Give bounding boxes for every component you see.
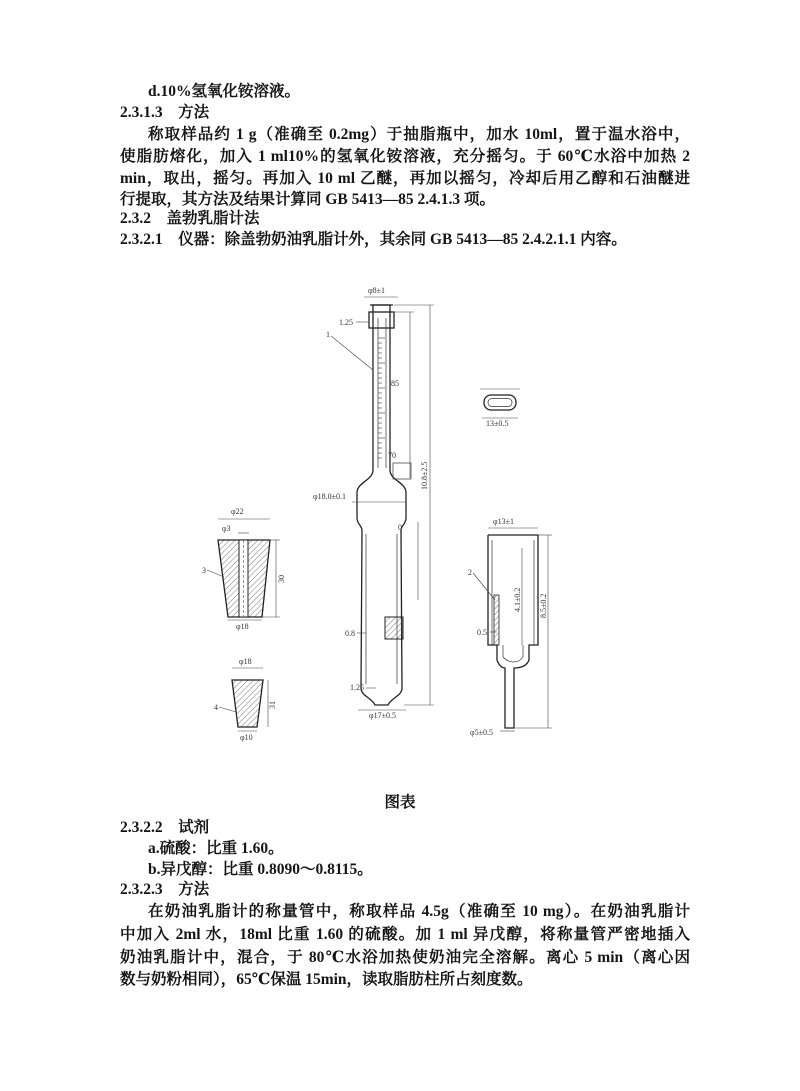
reagent-b-item: b.异戊醇：比重 0.8090～0.8115。 [148, 861, 373, 878]
part-4-label: 4 [214, 703, 218, 712]
stopper-bottom-diameter-label: φ18 [236, 622, 249, 631]
bottom-length-label: 1.25 [350, 683, 364, 692]
holder-drawing [468, 517, 552, 737]
part-3-label: 3 [202, 566, 206, 575]
part-1-label: 1 [326, 330, 330, 339]
stem-diameter-label: φ5±0.5 [470, 728, 494, 737]
apparatus-item: 2.3.2.1 仪器：除盖勃奶油乳脂计外，其余同 GB 5413—85 2.4.2.1.1 内容。 [120, 231, 627, 248]
scale-ticks [378, 338, 385, 458]
holder-length-label: 8.5±0.2 [539, 593, 548, 618]
butyrometer-drawing [313, 286, 434, 720]
top-length-label: 1.25 [339, 318, 353, 327]
reagent-a-item: a.硫酸：比重 1.60。 [148, 840, 284, 857]
scale-box [393, 463, 411, 479]
holder-fork [503, 645, 523, 662]
scale-85-label: 85 [391, 379, 399, 388]
scale-70-label: 70 [388, 451, 396, 460]
scale-0-label: 0 [398, 523, 402, 532]
stopper-drawing [202, 507, 286, 631]
paragraph-line: 称取样品约 1 g（准确至 0.2mg）于抽脂瓶中，加水 10ml，置于温水浴中， [148, 126, 690, 143]
plug-top-diameter-label: φ18 [239, 657, 252, 666]
holder-diameter-label: φ13±1 [493, 517, 515, 526]
plug-bottom-diameter-label: φ10 [240, 733, 253, 742]
reagent-d-item: d.10%氢氧化铵溶液。 [148, 83, 300, 100]
butyrometer-outline [357, 305, 406, 705]
wall-thickness-label: 0.8 [345, 629, 355, 638]
part-2-label: 2 [468, 568, 472, 577]
paragraph-line: 中加入 2ml 水，18ml 比重 1.60 的硫酸。加 1 ml 异戊醇，将称量管严密地插入 [120, 926, 690, 943]
section-outer [484, 395, 516, 410]
plug-drawing [214, 657, 277, 742]
paragraph-line: 使脂肪熔化，加入 1 ml10%的氢氧化铵溶液，充分摇匀。于 60℃水浴中加热 2 [120, 148, 690, 165]
total-length-label: 10.8±2.5 [420, 461, 429, 490]
figure-caption: 图表 [384, 794, 416, 811]
heading-2-3-2: 2.3.2 盖勃乳脂计法 [120, 210, 260, 227]
section-width-label: 13±0.5 [486, 419, 509, 428]
butyrometer-figure [190, 275, 570, 755]
plug-body [232, 680, 263, 727]
bottom-diameter-label: φ17±0.5 [369, 711, 397, 720]
top-diameter-label: φ8±1 [368, 286, 386, 295]
stopper-height-label: 30 [277, 575, 286, 583]
section-inner [488, 399, 512, 407]
heading-2-3-2-2: 2.3.2.2 试剂 [120, 819, 210, 836]
bulb-diameter-label: φ18.0±0.1 [313, 492, 347, 501]
paragraph-line: 在奶油乳脂计的称量管中，称取样品 4.5g（准确至 10 mg）。在奶油乳脂计 [148, 903, 690, 920]
paragraph-line: 数与奶粉相同），65℃保温 15min，读取脂肪柱所占刻度数。 [120, 971, 533, 988]
paragraph-line: min，取出，摇匀。再加入 10 ml 乙醚，再加以摇匀，冷却后用乙醇和石油醚进 [120, 170, 690, 187]
heading-2-3-2-3: 2.3.2.3 方法 [120, 881, 210, 898]
stopper-hole-diameter-label: φ3 [222, 524, 231, 533]
holder-inner-length-label: 4.1±0.2 [513, 587, 522, 612]
holder-slot [494, 595, 499, 645]
window-block [385, 617, 403, 639]
plug-height-label: 31 [268, 701, 277, 709]
slot-width-label: 0.5 [477, 628, 487, 637]
paragraph-line: 奶油乳脂计中，混合，于 80℃水浴加热使奶油完全溶解。离心 5 min（离心因 [120, 949, 690, 966]
cross-section-drawing [480, 389, 520, 428]
leader-line [331, 336, 373, 370]
heading-2-3-1-3: 2.3.1.3 方法 [120, 104, 210, 121]
paragraph-line: 行提取，其方法及结果计算同 GB 5413—85 2.4.1.3 项。 [120, 191, 496, 208]
stopper-top-diameter-label: φ22 [231, 507, 244, 516]
leader-line [219, 707, 236, 712]
